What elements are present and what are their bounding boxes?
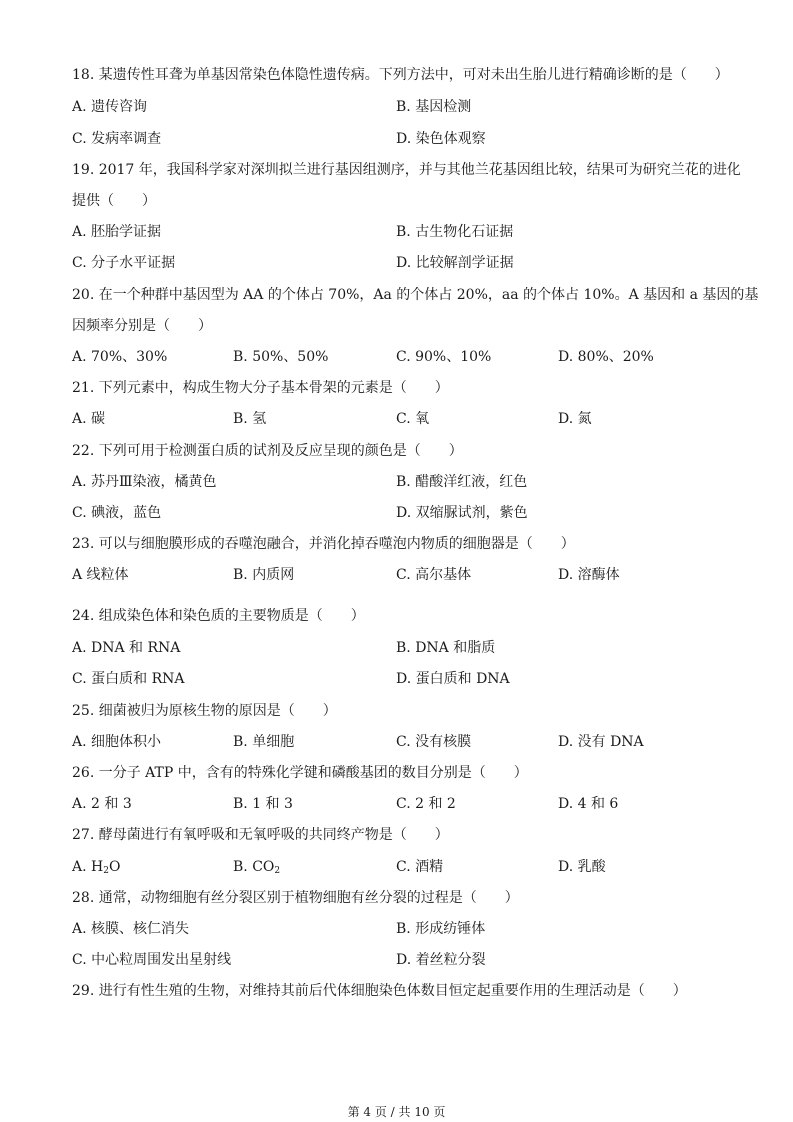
question-21-option-c: C. 氧 (396, 411, 430, 427)
question-19-stem-line1: 19. 2017 年，我国科学家对深圳拟兰进行基因组测序，并与其他兰花基因组比较，结果可为研究兰花的进化 (72, 162, 741, 178)
question-18-option-d: D. 染色体观察 (396, 131, 486, 147)
question-26-option-d: D. 4 和 6 (558, 796, 619, 812)
question-25-option-a: A. 细胞体积小 (72, 734, 162, 750)
question-26-stem: 26. 一分子 ATP 中，含有的特殊化学键和磷酸基团的数目分别是（ ） (72, 765, 528, 781)
question-26-option-b: B. 1 和 3 (233, 796, 293, 812)
question-23-option-c: C. 高尔基体 (396, 567, 472, 583)
question-25-stem: 25. 细菌被归为原核生物的原因是（ ） (72, 703, 337, 719)
question-20-stem-line1: 20. 在一个种群中基因型为 AA 的个体占 70%，Aa 的个体占 20%，aa 的个体占 10%。A 基因和 a 基因的基 (72, 287, 759, 303)
question-24-option-c: C. 蛋白质和 RNA (72, 671, 185, 687)
question-28-option-d: D. 着丝粒分裂 (396, 952, 486, 968)
question-23-option-a: A 线粒体 (72, 567, 129, 583)
question-27-option-d: D. 乳酸 (558, 859, 606, 875)
question-22-stem: 22. 下列可用于检测蛋白质的试剂及反应呈现的颜色是（ ） (72, 443, 463, 459)
question-27-option-b (233, 857, 280, 877)
question-23-option-b: B. 内质网 (233, 567, 295, 583)
question-20-option-c: C. 90%、10% (396, 349, 492, 365)
question-18-stem: 18. 某遗传性耳聋为单基因常染色体隐性遗传病。下列方法中，可对未出生胎儿进行精确诊断的是（ ） (72, 67, 729, 83)
question-25-option-b: B. 单细胞 (233, 734, 295, 750)
question-18-option-c: C. 发病率调查 (72, 131, 162, 147)
question-23-stem: 23. 可以与细胞膜形成的吞噬泡融合，并消化掉吞噬泡内物质的细胞器是（ ） (72, 536, 575, 552)
question-21-option-d: D. 氮 (558, 411, 592, 427)
question-23-option-d: D. 溶酶体 (558, 567, 620, 583)
question-26-option-a: A. 2 和 3 (72, 796, 132, 812)
question-28-option-b: B. 形成纺锤体 (396, 921, 486, 937)
question-22-option-c: C. 碘液，蓝色 (72, 505, 162, 521)
question-27-option-a-post: O (108, 859, 121, 875)
question-20-stem-line2: 因频率分别是（ ） (72, 318, 212, 334)
question-27-option-a-sub: 2 (103, 866, 109, 876)
question-20-option-d: D. 80%、20% (558, 349, 654, 365)
question-19-option-b: B. 古生物化石证据 (396, 224, 514, 240)
question-21-option-a: A. 碳 (72, 411, 106, 427)
question-28-option-a: A. 核膜、核仁消失 (72, 921, 190, 937)
question-27-option-a (72, 857, 120, 877)
question-28-stem: 28. 通常，动物细胞有丝分裂区别于植物细胞有丝分裂的过程是（ ） (72, 890, 519, 906)
question-27-option-c: C. 酒精 (396, 859, 444, 875)
question-19-stem-line2: 提供（ ） (72, 193, 156, 209)
question-24-option-d: D. 蛋白质和 DNA (396, 671, 510, 687)
question-27-option-a-pre: A. H (72, 859, 104, 875)
question-28-option-c: C. 中心粒周围发出星射线 (72, 952, 232, 968)
question-25-option-c: C. 没有核膜 (396, 734, 472, 750)
question-26-option-c: C. 2 和 2 (396, 796, 456, 812)
question-27-stem: 27. 酵母菌进行有氧呼吸和无氧呼吸的共同终产物是（ ） (72, 827, 449, 843)
question-24-option-b: B. DNA 和脂质 (396, 640, 496, 656)
question-27-option-b-sub: 2 (274, 866, 281, 876)
question-27-option-b-pre: B. CO (233, 859, 275, 875)
question-21-option-b: B. 氢 (233, 411, 267, 427)
question-19-option-a: A. 胚胎学证据 (72, 224, 162, 240)
question-20-option-b: B. 50%、50% (233, 349, 329, 365)
page-number-footer: 第 4 页 / 共 10 页 (347, 1105, 446, 1119)
question-21-stem: 21. 下列元素中，构成生物大分子基本骨架的元素是（ ） (72, 380, 449, 396)
question-22-option-a: A. 苏丹Ⅲ染液，橘黄色 (72, 474, 217, 490)
question-20-option-a: A. 70%、30% (72, 349, 168, 365)
question-18-option-b: B. 基因检测 (396, 99, 472, 115)
question-19-option-c: C. 分子水平证据 (72, 255, 176, 271)
question-29-stem: 29. 进行有性生殖的生物，对维持其前后代体细胞染色体数目恒定起重要作用的生理活动是（ ） (72, 983, 687, 999)
question-22-option-d: D. 双缩脲试剂，紫色 (396, 505, 528, 521)
question-19-option-d: D. 比较解剖学证据 (396, 255, 514, 271)
question-24-option-a: A. DNA 和 RNA (72, 640, 181, 656)
question-24-stem: 24. 组成染色体和染色质的主要物质是（ ） (72, 608, 365, 624)
question-25-option-d: D. 没有 DNA (558, 734, 644, 750)
question-18-option-a: A. 遗传咨询 (72, 99, 148, 115)
question-22-option-b: B. 醋酸洋红液，红色 (396, 474, 528, 490)
